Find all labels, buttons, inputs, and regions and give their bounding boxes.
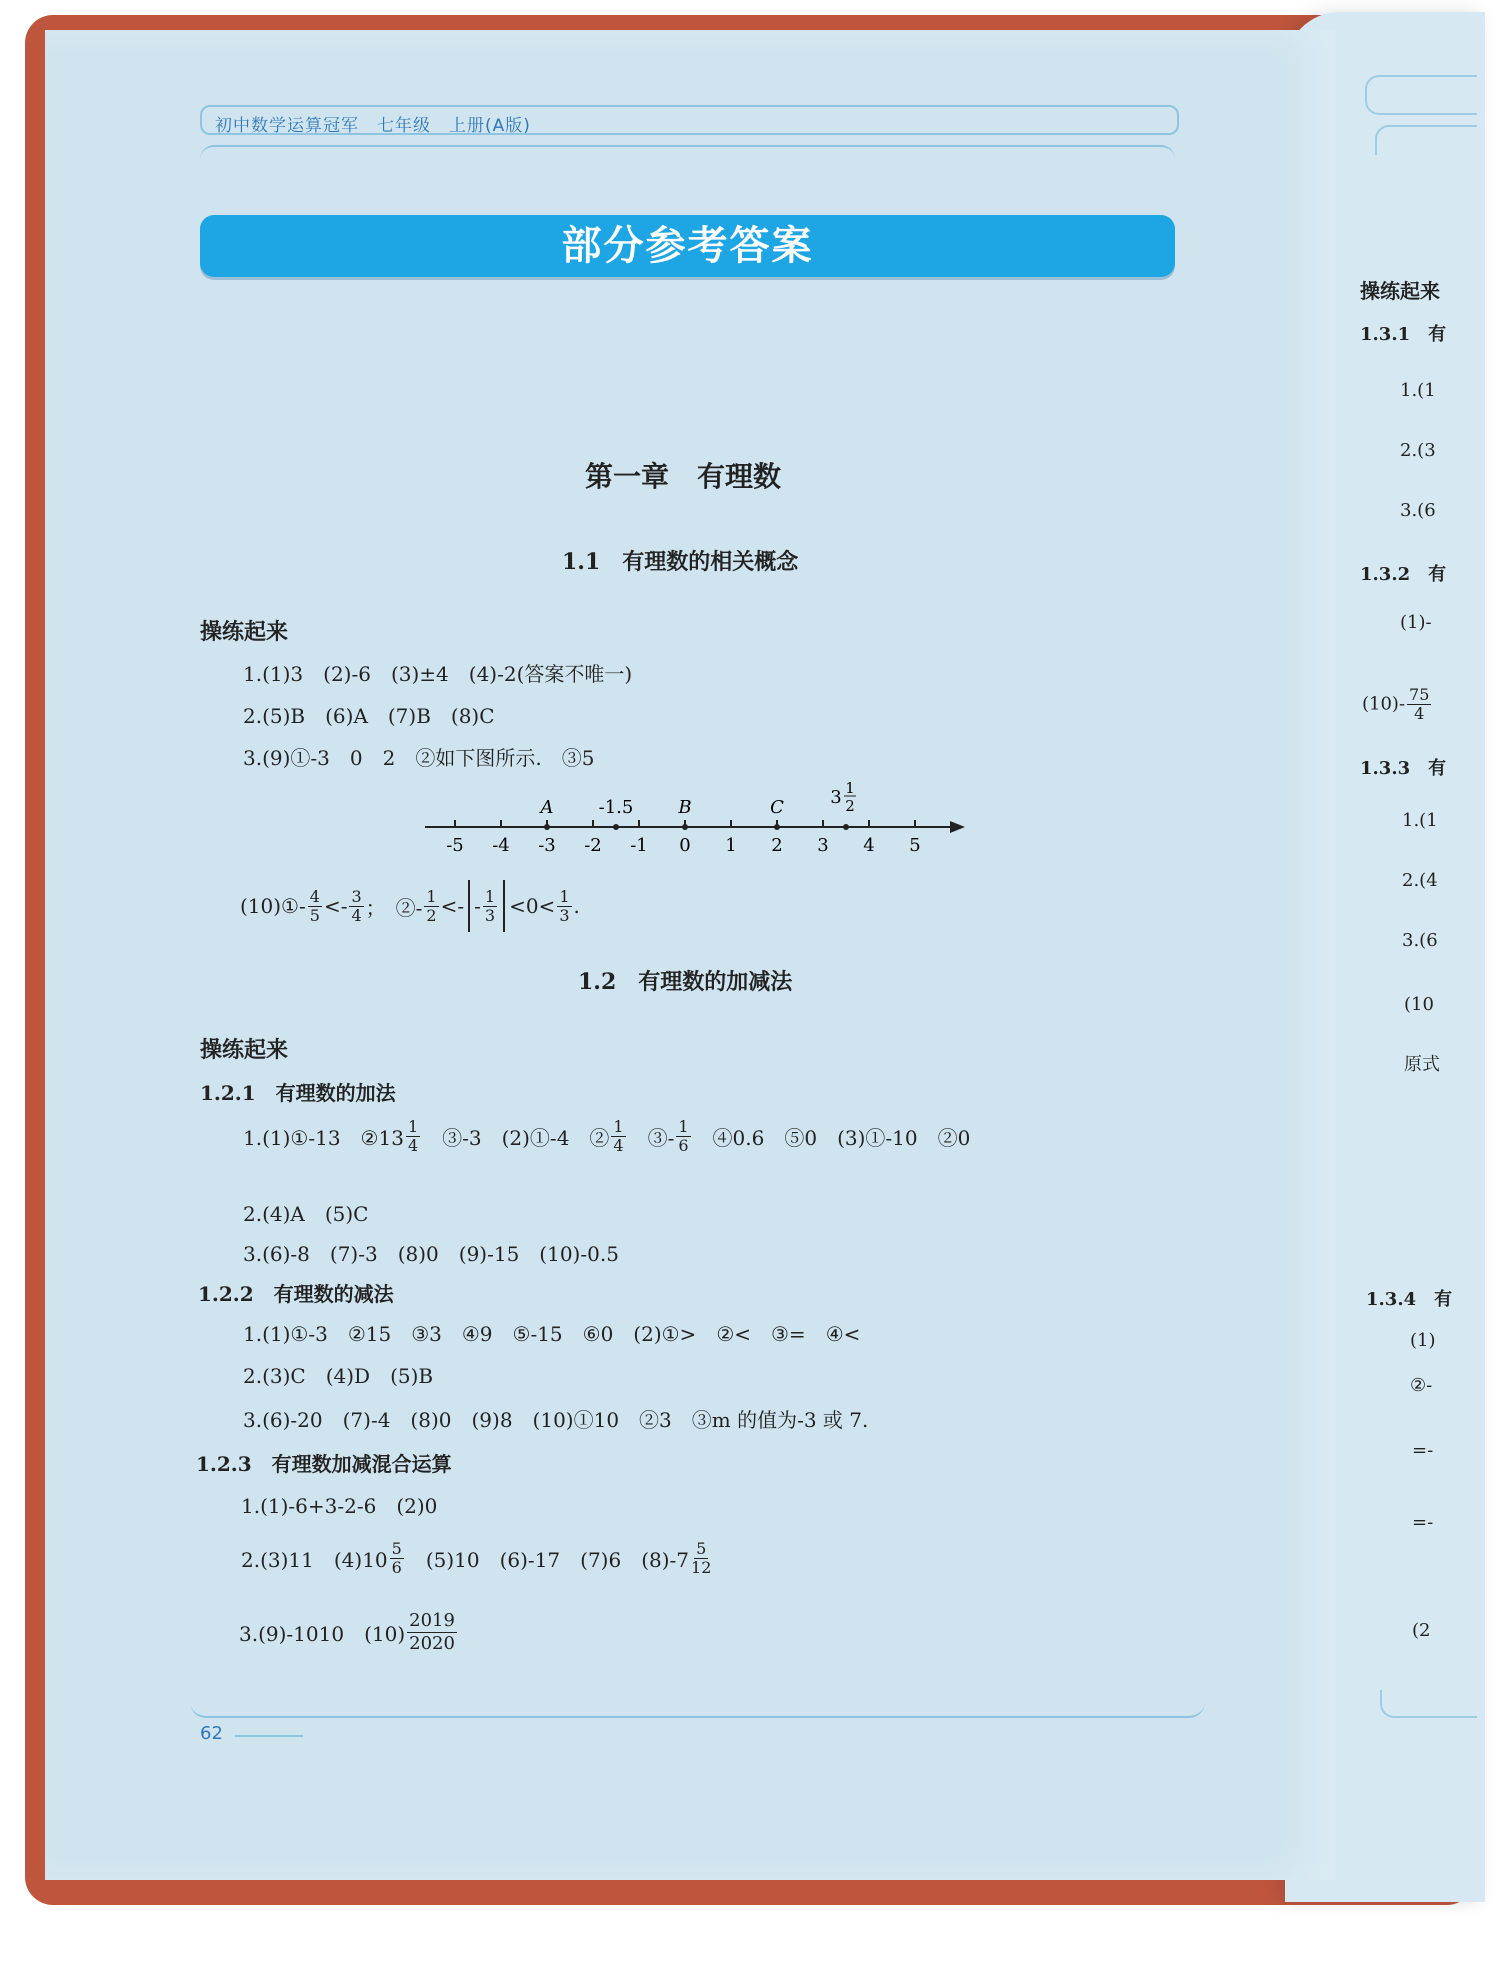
tick-label: 4 — [863, 835, 875, 856]
point-label: -1.5 — [598, 797, 634, 818]
tick-label: -3 — [538, 835, 556, 856]
fraction — [424, 888, 438, 925]
text: ③-3 (2)①-4 ② — [422, 1126, 610, 1150]
denominator: 4 — [1414, 704, 1425, 723]
tick-label: 0 — [679, 835, 691, 856]
numerator: 5 — [391, 1539, 402, 1558]
numerator: 1 — [559, 886, 570, 906]
right-page-fragment: 1.(1 — [1402, 810, 1438, 831]
fraction — [349, 888, 363, 925]
right-page-fragment: =- — [1412, 1440, 1434, 1461]
text: <- — [440, 894, 465, 918]
denominator: 12 — [691, 1558, 712, 1577]
book-title: 初中数学运算冠军 七年级 上册(A版) — [215, 116, 531, 136]
tick-label: -1 — [630, 835, 648, 856]
abs-bar — [468, 880, 470, 932]
right-page-fragment: (1) — [1410, 1330, 1436, 1351]
right-page-fragment: 2.(3 — [1400, 440, 1436, 461]
right-page-fragment: ②- — [1410, 1375, 1433, 1396]
number-line-arrow — [950, 821, 965, 833]
right-page-fragment: (10 — [1404, 994, 1434, 1015]
answer-line: 3.(9)①-3 0 2 ②如下图所示. ③5 — [243, 746, 595, 770]
answer-line: 2.(3)C (4)D (5)B — [243, 1364, 434, 1388]
fraction — [611, 1118, 625, 1155]
point-label-numerator: 1 — [845, 779, 855, 797]
practice-heading: 操练起来 — [200, 619, 289, 645]
section-title: 1.1 有理数的相关概念 — [562, 549, 799, 575]
answer-line: 3.(6)-20 (7)-4 (8)0 (9)8 (10)①10 ②3 ③m 的值为-3 或 7. — [243, 1408, 869, 1432]
left-page — [45, 30, 1335, 1880]
section-title: 1.2 有理数的加减法 — [578, 969, 793, 995]
subsection-title: 1.2.3 有理数加减混合运算 — [196, 1452, 452, 1476]
text: (5)10 (6)-17 (7)6 (8)-7 — [405, 1548, 690, 1572]
numerator: 1 — [613, 1117, 624, 1136]
denominator: 3 — [559, 905, 570, 925]
point-label-denominator: 2 — [845, 797, 855, 815]
denominator: 4 — [407, 1136, 419, 1155]
denominator: 2020 — [409, 1633, 455, 1654]
answer-line: 1.(1)3 (2)-6 (3)±4 (4)-2(答案不唯一) — [243, 662, 633, 686]
numerator: 5 — [696, 1539, 707, 1558]
right-page-fragment: (1)- — [1400, 612, 1432, 633]
numerator: 2019 — [409, 1610, 455, 1631]
text: ； ②- — [365, 895, 423, 920]
fraction — [557, 888, 571, 925]
answer-line: 1.(1)-6+3-2-6 (2)0 — [241, 1494, 438, 1518]
tick-label: -5 — [446, 835, 464, 856]
point-marker — [613, 824, 619, 830]
text: 1.(1)①-13 ②13 — [243, 1126, 404, 1150]
text: - — [474, 894, 481, 918]
point-label-whole: 3 — [830, 787, 842, 808]
answer-line: 2.(5)B (6)A (7)B (8)C — [243, 704, 495, 728]
right-page-fragment: (2 — [1412, 1620, 1431, 1641]
right-page-fragment: 1.3.2 有 — [1360, 564, 1447, 585]
denominator: 5 — [309, 905, 320, 925]
right-page-fragment: 原式 — [1404, 1054, 1440, 1075]
tick-label: -4 — [492, 835, 510, 856]
text: . — [573, 894, 580, 918]
tick-label: -2 — [584, 835, 602, 856]
practice-heading: 操练起来 — [200, 1037, 289, 1063]
point-marker — [843, 824, 849, 830]
denominator: 6 — [678, 1136, 689, 1155]
tick-label: 1 — [725, 835, 737, 856]
tick-label: 2 — [771, 835, 783, 856]
header-divider — [200, 145, 1175, 167]
numerator: 75 — [1409, 685, 1430, 704]
tick-label: 3 — [817, 835, 829, 856]
right-page-fragment: (10)- $\frac{75}{4}$ — [1362, 685, 1430, 723]
right-page-fragment: =- — [1412, 1512, 1434, 1533]
page-number-rule — [235, 1735, 303, 1737]
denominator: 6 — [391, 1558, 402, 1577]
text: 3.(9)-1010 (10) — [239, 1622, 406, 1646]
right-page-fragment: 3.(6 — [1400, 500, 1436, 521]
chapter-title: 第一章 有理数 — [585, 460, 782, 493]
text: ③- — [627, 1126, 675, 1150]
number-line — [420, 775, 980, 875]
fraction — [691, 1540, 711, 1577]
point-label: B — [678, 797, 692, 818]
page-number: 62 — [200, 1723, 223, 1744]
subsection-title: 1.2.1 有理数的加法 — [200, 1081, 396, 1105]
text: (10)①- — [240, 894, 306, 918]
right-page-fragment: 1.3.4 有 — [1366, 1289, 1453, 1310]
practice-heading: 操练起来 — [1360, 279, 1440, 303]
point-label: C — [770, 797, 784, 818]
denominator: 4 — [613, 1136, 624, 1155]
denominator: 3 — [484, 905, 496, 925]
numerator: 1 — [407, 1117, 419, 1136]
fraction — [483, 888, 497, 925]
answer-line — [243, 1118, 970, 1155]
right-page-fragment: 3.(6 — [1402, 930, 1438, 951]
right-page-fragment: 2.(4 — [1402, 870, 1438, 891]
answer-line-10 — [240, 880, 580, 932]
fraction — [1407, 686, 1431, 723]
answer-line — [241, 1540, 713, 1577]
denominator: 4 — [351, 905, 362, 925]
right-page-clip — [1300, 0, 1475, 1988]
banner-title: 部分参考答案 — [561, 223, 814, 269]
answers-banner — [200, 215, 1175, 277]
right-page-fragment: 1.(1 — [1400, 380, 1436, 401]
numerator: 1 — [426, 886, 437, 906]
fraction — [390, 1540, 404, 1577]
point-label: A — [540, 797, 554, 818]
text: <0< — [509, 894, 556, 918]
point-marker — [682, 824, 688, 830]
fraction — [676, 1118, 690, 1155]
tick-label: 5 — [909, 835, 921, 856]
denominator: 2 — [426, 905, 437, 925]
text: <- — [323, 894, 348, 918]
point-marker — [774, 824, 780, 830]
abs-bar — [503, 880, 505, 932]
numerator: 4 — [309, 886, 320, 906]
numerator: 1 — [678, 1117, 689, 1136]
numerator: 1 — [484, 886, 496, 906]
fraction — [406, 1118, 420, 1155]
footer-divider — [190, 1690, 1205, 1718]
answer-line: 3.(6)-8 (7)-3 (8)0 (9)-15 (10)-0.5 — [243, 1242, 619, 1266]
numerator: 3 — [351, 886, 362, 906]
subsection-title: 1.2.2 有理数的减法 — [198, 1282, 394, 1306]
answer-line — [239, 1610, 459, 1655]
fraction — [407, 1610, 457, 1655]
answer-line: 1.(1)①-3 ②15 ③3 ④9 ⑤-15 ⑥0 (2)①> ②< ③= ④< — [243, 1322, 861, 1346]
right-page-fragment: 1.3.3 有 — [1360, 758, 1447, 779]
answer-line: 2.(4)A (5)C — [243, 1202, 369, 1226]
point-marker — [544, 824, 550, 830]
text: 2.(3)11 (4)10 — [241, 1548, 388, 1572]
fraction — [308, 888, 322, 925]
right-page-fragment: 1.3.1 有 — [1360, 324, 1447, 345]
text: ④0.6 ⑤0 (3)①-10 ②0 — [692, 1126, 971, 1150]
